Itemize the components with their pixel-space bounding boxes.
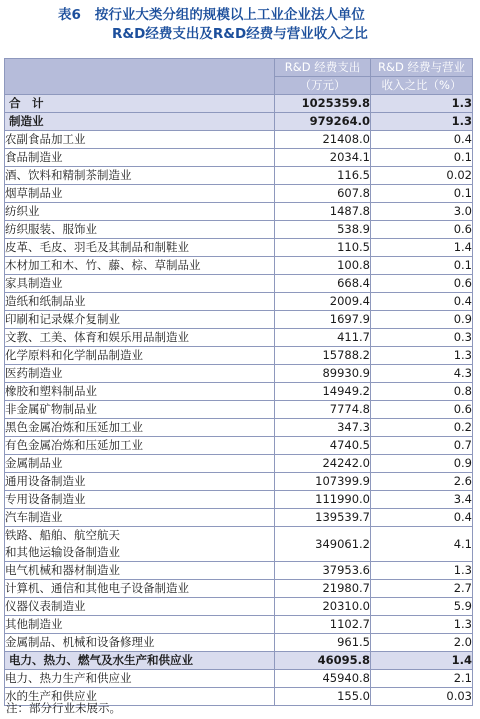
expense-cell: 111990.0 [275, 491, 371, 509]
ratio-cell: 0.9 [371, 311, 473, 329]
table-row [5, 293, 473, 311]
header-industry-cell [5, 59, 275, 95]
expense-cell: 349061.2 [275, 527, 371, 562]
expense-cell: 14949.2 [275, 383, 371, 401]
expense-cell: 2034.1 [275, 149, 371, 167]
ratio-cell: 2.1 [371, 670, 473, 688]
table-row [5, 257, 473, 275]
table-row [5, 491, 473, 509]
ratio-cell: 3.0 [371, 203, 473, 221]
industry-name-cell: 皮革、毛皮、羽毛及其制品和制鞋业 [5, 239, 275, 257]
header-expense-line2: （万元） [275, 77, 371, 95]
industry-name-cell: 电气机械和器材制造业 [5, 562, 275, 580]
expense-cell: 15788.2 [275, 347, 371, 365]
industry-name-cell: 专用设备制造业 [5, 491, 275, 509]
table-row-subtotal [5, 113, 473, 131]
expense-cell: 961.5 [275, 634, 371, 652]
table-row [5, 670, 473, 688]
table-row [5, 185, 473, 203]
ratio-cell: 1.4 [371, 652, 473, 670]
ratio-cell: 0.1 [371, 185, 473, 203]
table-row [5, 275, 473, 293]
industry-name-cell: 家具制造业 [5, 275, 275, 293]
industry-name-cell: 纺织服装、服饰业 [5, 221, 275, 239]
table-row [5, 634, 473, 652]
industry-name-cell: 烟草制品业 [5, 185, 275, 203]
expense-cell: 607.8 [275, 185, 371, 203]
ratio-cell: 2.7 [371, 580, 473, 598]
industry-name-cell: 木材加工和木、竹、藤、棕、草制品业 [5, 257, 275, 275]
expense-cell: 110.5 [275, 239, 371, 257]
industry-name-cell: 其他制造业 [5, 616, 275, 634]
industry-name-cell: 造纸和纸制品业 [5, 293, 275, 311]
table-row [5, 311, 473, 329]
expense-cell: 24242.0 [275, 455, 371, 473]
table-row [5, 149, 473, 167]
industry-name-cell: 农副食品加工业 [5, 131, 275, 149]
ratio-cell: 4.3 [371, 365, 473, 383]
expense-cell: 100.8 [275, 257, 371, 275]
ratio-cell: 0.4 [371, 293, 473, 311]
table-row [5, 473, 473, 491]
expense-cell: 139539.7 [275, 509, 371, 527]
title-line-1 [0, 6, 480, 25]
ratio-cell: 0.6 [371, 401, 473, 419]
ratio-cell: 3.4 [371, 491, 473, 509]
table-row [5, 509, 473, 527]
industry-name-cell: 医药制造业 [5, 365, 275, 383]
table-row-subtotal [5, 95, 473, 113]
table-row [5, 437, 473, 455]
industry-name-cell: 印刷和记录媒介复制业 [5, 311, 275, 329]
table-row [5, 365, 473, 383]
header-row-1 [5, 59, 473, 77]
industry-name-cell: 文教、工美、体育和娱乐用品制造业 [5, 329, 275, 347]
ratio-cell: 1.3 [371, 347, 473, 365]
expense-cell: 1102.7 [275, 616, 371, 634]
table-row [5, 329, 473, 347]
ratio-cell: 0.02 [371, 167, 473, 185]
expense-cell: 89930.9 [275, 365, 371, 383]
ratio-cell: 1.3 [371, 113, 473, 131]
industry-name-cell: 水的生产和供应业 [5, 688, 275, 706]
expense-cell: 116.5 [275, 167, 371, 185]
header-expense-line1: R&D 经费支出 [275, 59, 371, 77]
ratio-cell: 2.6 [371, 473, 473, 491]
industry-name-cell: 纺织业 [5, 203, 275, 221]
industry-name-cell: 金属制品、机械和设备修理业 [5, 634, 275, 652]
table-row [5, 598, 473, 616]
industry-name-cell: 铁路、船舶、航空航天 和其他运输设备制造业 [5, 527, 275, 562]
industry-name-cell: 汽车制造业 [5, 509, 275, 527]
table-row [5, 419, 473, 437]
expense-cell: 2009.4 [275, 293, 371, 311]
ratio-cell: 1.3 [371, 95, 473, 113]
ratio-cell: 0.6 [371, 221, 473, 239]
table-row [5, 562, 473, 580]
table-title [0, 6, 480, 44]
industry-name-cell: 非金属矿物制品业 [5, 401, 275, 419]
ratio-cell: 0.6 [371, 275, 473, 293]
table-row [5, 203, 473, 221]
expense-cell: 46095.8 [275, 652, 371, 670]
industry-name-cell: 合 计 [5, 95, 275, 113]
ratio-cell: 0.9 [371, 455, 473, 473]
table-row [5, 401, 473, 419]
expense-cell: 21980.7 [275, 580, 371, 598]
expense-cell: 20310.0 [275, 598, 371, 616]
industry-name-cell: 制造业 [5, 113, 275, 131]
table-row [5, 616, 473, 634]
ratio-cell: 4.1 [371, 527, 473, 562]
ratio-cell: 1.3 [371, 562, 473, 580]
expense-cell: 411.7 [275, 329, 371, 347]
table-number: 表6 [58, 7, 81, 23]
table-row [5, 131, 473, 149]
expense-cell: 45940.8 [275, 670, 371, 688]
expense-cell: 21408.0 [275, 131, 371, 149]
ratio-cell: 0.1 [371, 257, 473, 275]
table-row [5, 580, 473, 598]
expense-cell: 4740.5 [275, 437, 371, 455]
industry-name-cell: 电力、热力生产和供应业 [5, 670, 275, 688]
expense-cell: 155.0 [275, 688, 371, 706]
table-row [5, 455, 473, 473]
ratio-cell: 0.4 [371, 131, 473, 149]
industry-name-cell: 黑色金属冶炼和压延加工业 [5, 419, 275, 437]
ratio-cell: 0.4 [371, 509, 473, 527]
table-row-subtotal [5, 652, 473, 670]
industry-name-cell: 电力、热力、燃气及水生产和供应业 [5, 652, 275, 670]
table-row [5, 167, 473, 185]
industry-name-cell: 橡胶和塑料制品业 [5, 383, 275, 401]
industry-name-cell: 化学原料和化学制品制造业 [5, 347, 275, 365]
ratio-cell: 0.3 [371, 329, 473, 347]
table-row [5, 221, 473, 239]
expense-cell: 107399.9 [275, 473, 371, 491]
expense-cell: 1025359.8 [275, 95, 371, 113]
industry-name-cell: 有色金属冶炼和压延加工业 [5, 437, 275, 455]
ratio-cell: 0.8 [371, 383, 473, 401]
footnote: 注：部分行业未展示。 [6, 701, 121, 715]
table-row [5, 383, 473, 401]
expense-cell: 979264.0 [275, 113, 371, 131]
ratio-cell: 0.2 [371, 419, 473, 437]
expense-cell: 347.3 [275, 419, 371, 437]
industry-name-cell: 仪器仪表制造业 [5, 598, 275, 616]
title-text-1: 按行业大类分组的规模以上工业企业法人单位 [94, 7, 365, 23]
ratio-cell: 0.03 [371, 688, 473, 706]
table-row [5, 347, 473, 365]
expense-cell: 1697.9 [275, 311, 371, 329]
expense-cell: 538.9 [275, 221, 371, 239]
industry-name-cell: 食品制造业 [5, 149, 275, 167]
expense-cell: 1487.8 [275, 203, 371, 221]
data-table [4, 58, 473, 706]
header-ratio-line2: 收入之比（%） [371, 77, 473, 95]
table-row [5, 239, 473, 257]
ratio-cell: 2.0 [371, 634, 473, 652]
header-ratio-line1: R&D 经费与营业 [371, 59, 473, 77]
table-row [5, 527, 473, 562]
expense-cell: 7774.8 [275, 401, 371, 419]
industry-name-cell: 金属制品业 [5, 455, 275, 473]
ratio-cell: 1.3 [371, 616, 473, 634]
ratio-cell: 1.4 [371, 239, 473, 257]
ratio-cell: 0.1 [371, 149, 473, 167]
ratio-cell: 5.9 [371, 598, 473, 616]
industry-name-cell: 计算机、通信和其他电子设备制造业 [5, 580, 275, 598]
expense-cell: 668.4 [275, 275, 371, 293]
ratio-cell: 0.7 [371, 437, 473, 455]
table-body [5, 95, 473, 706]
expense-cell: 37953.6 [275, 562, 371, 580]
industry-name-cell: 酒、饮料和精制茶制造业 [5, 167, 275, 185]
title-line-2: R&D经费支出及R&D经费与营业收入之比 [112, 26, 368, 42]
industry-name-cell: 通用设备制造业 [5, 473, 275, 491]
